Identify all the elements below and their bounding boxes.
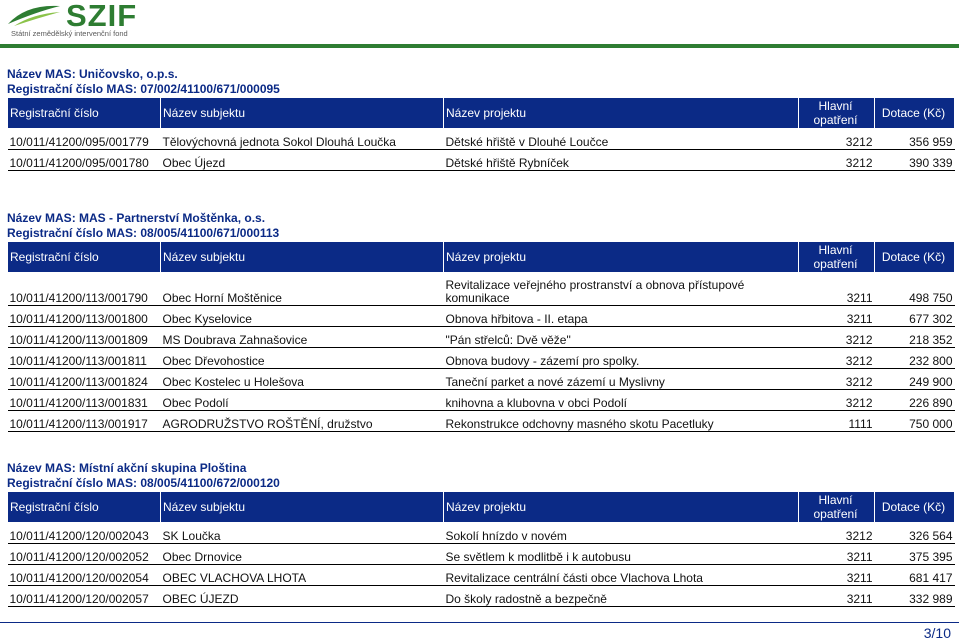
cell-project: Taneční parket a nové zázemí u Myslivny <box>444 369 799 390</box>
header-grant: Dotace (Kč) <box>875 98 955 129</box>
cell-reg: 10/011/41200/095/001780 <box>8 150 161 171</box>
cell-subject: Tělovýchovná jednota Sokol Dlouhá Loučka <box>161 129 444 150</box>
cell-grant: 332 989 <box>875 586 955 607</box>
cell-grant: 375 395 <box>875 544 955 565</box>
cell-subject: OBEC VLACHOVA LHOTA <box>161 565 444 586</box>
cell-grant: 232 800 <box>875 348 955 369</box>
projects-table <box>7 491 955 607</box>
header-measure: Hlavní opatření <box>799 492 875 523</box>
table-row <box>8 523 955 544</box>
header-reg: Registrační číslo <box>8 98 161 129</box>
szif-logo <box>6 2 156 40</box>
cell-subject: AGRODRUŽSTVO ROŠTĚNÍ, družstvo <box>161 411 444 432</box>
cell-subject: Obec Kyselovice <box>161 306 444 327</box>
cell-grant: 498 750 <box>875 273 955 306</box>
cell-project: Dětské hřiště Rybníček <box>444 150 799 171</box>
table-row <box>8 586 955 607</box>
table-header-row <box>8 492 955 523</box>
header-subject: Název subjektu <box>161 242 444 273</box>
table-row <box>8 348 955 369</box>
cell-subject: Obec Podolí <box>161 390 444 411</box>
cell-reg: 10/011/41200/120/002054 <box>8 565 161 586</box>
footer-divider <box>0 622 959 623</box>
table-row <box>8 411 955 432</box>
cell-reg: 10/011/41200/113/001917 <box>8 411 161 432</box>
cell-project: Rekonstrukce odchovny masného skotu Pacetluky <box>444 411 799 432</box>
header-grant: Dotace (Kč) <box>875 492 955 523</box>
szif-emblem-icon <box>6 2 62 28</box>
header-project: Název projektu <box>444 242 799 273</box>
cell-project: Revitalizace veřejného prostranství a obnova přístupové komunikace <box>444 273 799 306</box>
cell-project: knihovna a klubovna v obci Podolí <box>444 390 799 411</box>
cell-subject: Obec Horní Moštěnice <box>161 273 444 306</box>
cell-project: Sokolí hnízdo v novém <box>444 523 799 544</box>
cell-grant: 218 352 <box>875 327 955 348</box>
cell-grant: 681 417 <box>875 565 955 586</box>
mas-registration: Registrační číslo MAS: 07/002/41100/671/000095 <box>7 82 280 96</box>
cell-measure: 3212 <box>799 129 875 150</box>
cell-reg: 10/011/41200/120/002052 <box>8 544 161 565</box>
header-measure: Hlavní opatření <box>799 242 875 273</box>
table-row <box>8 565 955 586</box>
table-row <box>8 273 955 306</box>
mas-name: Název MAS: MAS - Partnerství Moštěnka, o.s. <box>7 211 266 225</box>
cell-measure: 3212 <box>799 327 875 348</box>
cell-measure: 3211 <box>799 586 875 607</box>
table-header-row <box>8 242 955 273</box>
header-subject: Název subjektu <box>161 98 444 129</box>
mas-registration: Registrační číslo MAS: 08/005/41100/671/000113 <box>7 226 280 240</box>
cell-grant: 356 959 <box>875 129 955 150</box>
table-row <box>8 129 955 150</box>
cell-project: Do školy radostně a bezpečně <box>444 586 799 607</box>
header-divider <box>0 44 959 48</box>
cell-reg: 10/011/41200/120/002057 <box>8 586 161 607</box>
mas-name: Název MAS: Místní akční skupina Ploština <box>7 461 247 475</box>
header-reg: Registrační číslo <box>8 492 161 523</box>
cell-reg: 10/011/41200/113/001811 <box>8 348 161 369</box>
cell-subject: Obec Dřevohostice <box>161 348 444 369</box>
cell-project: Obnova budovy - zázemí pro spolky. <box>444 348 799 369</box>
mas-registration: Registrační číslo MAS: 08/005/41100/672/000120 <box>7 476 280 490</box>
table-row <box>8 327 955 348</box>
cell-reg: 10/011/41200/113/001800 <box>8 306 161 327</box>
cell-reg: 10/011/41200/120/002043 <box>8 523 161 544</box>
cell-grant: 249 900 <box>875 369 955 390</box>
table-row <box>8 369 955 390</box>
cell-project: Obnova hřbitova - II. etapa <box>444 306 799 327</box>
cell-subject: Obec Újezd <box>161 150 444 171</box>
cell-subject: Obec Drnovice <box>161 544 444 565</box>
header-measure: Hlavní opatření <box>799 98 875 129</box>
cell-subject: SK Loučka <box>161 523 444 544</box>
cell-project: Se světlem k modlitbě i k autobusu <box>444 544 799 565</box>
table-row <box>8 150 955 171</box>
header-subject: Název subjektu <box>161 492 444 523</box>
cell-grant: 326 564 <box>875 523 955 544</box>
cell-subject: OBEC ÚJEZD <box>161 586 444 607</box>
header-project: Název projektu <box>444 492 799 523</box>
cell-grant: 677 302 <box>875 306 955 327</box>
cell-subject: MS Doubrava Zahnašovice <box>161 327 444 348</box>
cell-measure: 3212 <box>799 369 875 390</box>
cell-measure: 1111 <box>799 411 875 432</box>
table-header-row <box>8 98 955 129</box>
table-row <box>8 306 955 327</box>
cell-reg: 10/011/41200/095/001779 <box>8 129 161 150</box>
header-project: Název projektu <box>444 98 799 129</box>
cell-project: Dětské hřiště v Dlouhé Loučce <box>444 129 799 150</box>
projects-table <box>7 241 955 432</box>
cell-measure: 3212 <box>799 348 875 369</box>
page-number: 3/10 <box>923 625 951 641</box>
cell-project: Revitalizace centrální části obce Vlachova Lhota <box>444 565 799 586</box>
logo-text: SZIF <box>66 0 138 33</box>
cell-measure: 3211 <box>799 273 875 306</box>
mas-section-1 <box>7 67 954 171</box>
mas-section-3 <box>7 461 954 607</box>
cell-reg: 10/011/41200/113/001790 <box>8 273 161 306</box>
table-row <box>8 544 955 565</box>
mas-name: Název MAS: Uničovsko, o.p.s. <box>7 67 178 81</box>
cell-grant: 750 000 <box>875 411 955 432</box>
cell-reg: 10/011/41200/113/001831 <box>8 390 161 411</box>
cell-measure: 3212 <box>799 523 875 544</box>
header-reg: Registrační číslo <box>8 242 161 273</box>
cell-subject: Obec Kostelec u Holešova <box>161 369 444 390</box>
cell-measure: 3211 <box>799 306 875 327</box>
cell-reg: 10/011/41200/113/001809 <box>8 327 161 348</box>
logo-subtitle: Státní zemědělský intervenční fond <box>11 29 128 38</box>
header-grant: Dotace (Kč) <box>875 242 955 273</box>
cell-grant: 390 339 <box>875 150 955 171</box>
cell-project: "Pán střelců: Dvě věže" <box>444 327 799 348</box>
cell-measure: 3212 <box>799 150 875 171</box>
cell-measure: 3212 <box>799 390 875 411</box>
cell-grant: 226 890 <box>875 390 955 411</box>
cell-measure: 3211 <box>799 565 875 586</box>
table-row <box>8 390 955 411</box>
projects-table <box>7 97 955 171</box>
cell-measure: 3211 <box>799 544 875 565</box>
cell-reg: 10/011/41200/113/001824 <box>8 369 161 390</box>
mas-section-2 <box>7 211 954 432</box>
